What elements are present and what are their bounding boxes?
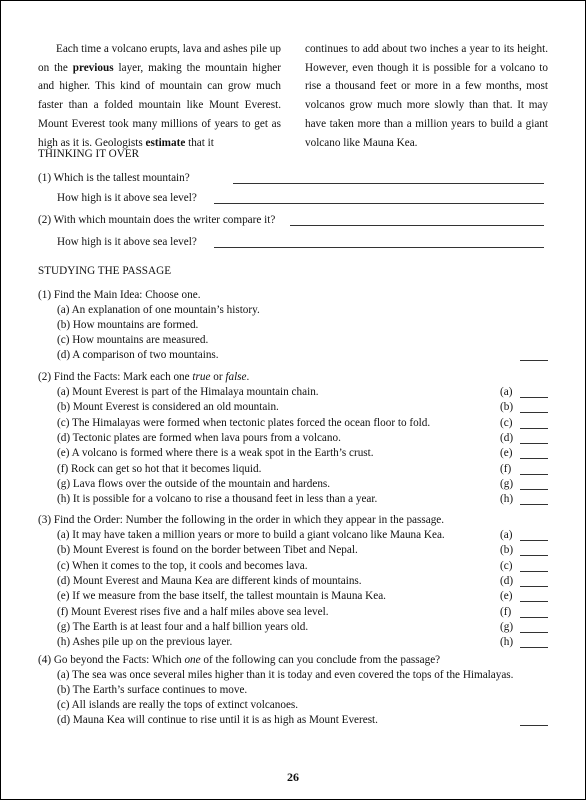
item-text: (e) If we measure from the base itself, the tallest mountain is Mauna Kea. <box>57 590 386 603</box>
answer-label: (e) <box>500 447 513 460</box>
item-text: (c) How mountains are measured. <box>57 334 209 346</box>
item-text: (b) Mount Everest is considered an old mountain. <box>57 401 279 414</box>
title-part: or <box>210 371 226 383</box>
answer-blank[interactable] <box>520 725 548 726</box>
answer-blank[interactable] <box>520 412 548 413</box>
section2-item <box>38 461 548 477</box>
answer-label: (a) <box>500 386 513 398</box>
answer-label: (g) <box>500 620 514 633</box>
answer-label: (b) <box>500 401 514 414</box>
thinking-q2 <box>38 212 548 228</box>
item-text: (c) When it comes to the top, it cools and becomes lava. <box>57 559 308 572</box>
item-text: (a) Mount Everest is part of the Himalaya mountain chain. <box>57 386 319 398</box>
answer-blank[interactable] <box>520 555 548 556</box>
item-text: (d) Mount Everest and Mauna Kea are different kinds of mountains. <box>57 574 362 587</box>
passage-text: layer, making the mountain higher and higher. This kind of mountain can grow much faster than a folded mountain like Mount Everest. Mount Everest took many millions of years to get as high as it is. Geologists <box>38 61 281 149</box>
answer-blank[interactable] <box>520 397 548 398</box>
item-text: (a) An explanation of one mountain’s history. <box>57 304 260 316</box>
passage-right-paragraph: continues to add about two inches a year to its height. However, even though it is possible for a volcano to rise a thousand feet or more in a few months, most volcanos grow much more slowly than that. It may have taken more than a million years to build a giant volcano like Mauna Kea. <box>305 43 548 149</box>
title-part: (4) Go beyond the Facts: Which <box>38 654 185 666</box>
section2-title <box>38 369 548 385</box>
answer-label: (a) <box>500 529 513 541</box>
item-text: (b) How mountains are formed. <box>57 319 199 331</box>
item-text: (d) Tectonic plates are formed when lava pours from a volcano. <box>57 431 341 444</box>
section4-item <box>38 667 548 683</box>
answer-label: (e) <box>500 590 513 603</box>
section4-title <box>38 652 548 668</box>
title-part: of the following can you conclude from the passage? <box>200 654 441 666</box>
passage-left-column <box>38 40 281 152</box>
item-text: (f) Mount Everest rises five and a half miles above sea level. <box>57 605 329 618</box>
thinking-q2b <box>38 234 548 250</box>
question-text: How high is it above sea level? <box>57 236 197 248</box>
section3-item <box>38 619 548 635</box>
section1-item <box>38 302 548 318</box>
answer-line[interactable] <box>290 225 544 226</box>
answer-blank[interactable] <box>520 540 548 541</box>
question-text: How high is it above sea level? <box>57 192 197 204</box>
item-text: (f) Rock can get so hot that it becomes liquid. <box>57 462 262 475</box>
answer-blank[interactable] <box>520 443 548 444</box>
answer-blank[interactable] <box>520 360 548 361</box>
item-text: (b) The Earth’s surface continues to move. <box>57 684 248 696</box>
studying-heading: STUDYING THE PASSAGE <box>38 265 172 277</box>
answer-label: (f) <box>500 605 512 618</box>
section2-item <box>38 430 548 446</box>
answer-label: (c) <box>500 559 513 572</box>
passage-right-column <box>305 40 548 152</box>
section3-item <box>38 558 548 574</box>
section4-item <box>38 682 548 698</box>
section3-title <box>38 512 548 528</box>
section2-item <box>38 491 548 507</box>
section3-item <box>38 588 548 604</box>
page-number: 26 <box>287 770 299 784</box>
question-text: (2) With which mountain does the writer compare it? <box>38 214 276 226</box>
item-text: (e) A volcano is formed where there is a weak spot in the Earth’s crust. <box>57 447 374 460</box>
answer-blank[interactable] <box>520 586 548 587</box>
answer-blank[interactable] <box>520 504 548 505</box>
passage-text: that it <box>185 136 214 149</box>
answer-label: (g) <box>500 477 514 490</box>
item-text: (c) The Himalayas were formed when tectonic plates forced the ocean floor to fold. <box>57 416 431 429</box>
item-text: (d) A comparison of two mountains. <box>57 349 219 361</box>
section2-item <box>38 415 548 431</box>
section1-item <box>38 332 548 348</box>
answer-label: (h) <box>500 493 514 506</box>
item-text: (a) It may have taken a million years or more to build a giant volcano like Mauna Kea. <box>57 529 445 541</box>
answer-label: (c) <box>500 416 513 429</box>
section1-item <box>38 317 548 333</box>
item-text: (b) Mount Everest is found on the border between Tibet and Nepal. <box>57 544 358 557</box>
answer-blank[interactable] <box>520 489 548 490</box>
vocab-previous: previous <box>72 61 114 74</box>
item-text: (h) Ashes pile up on the previous layer. <box>57 636 233 649</box>
passage-text: Each time a volcano erupts, lava and ashes pile up on the <box>38 43 281 74</box>
answer-line[interactable] <box>233 183 544 184</box>
section3-item <box>38 573 548 589</box>
item-text: (a) The sea was once several miles higher than it is today and even covered the tops of the Himalayas. <box>57 669 514 681</box>
section-title: (1) Find the Main Idea: Choose one. <box>38 289 201 301</box>
answer-label: (f) <box>500 462 512 475</box>
title-part: false <box>225 371 247 383</box>
answer-blank[interactable] <box>520 428 548 429</box>
answer-label: (d) <box>500 574 514 587</box>
question-text: (1) Which is the tallest mountain? <box>38 172 190 184</box>
item-text: (h) It is possible for a volcano to rise a thousand feet in less than a year. <box>57 493 378 506</box>
vocab-estimate: estimate <box>145 136 186 149</box>
section2-item <box>38 384 548 400</box>
section2-item <box>38 476 548 492</box>
answer-line[interactable] <box>214 203 544 204</box>
section3-item <box>38 604 548 620</box>
passage-left-paragraph <box>38 40 281 152</box>
section-title <box>38 652 440 668</box>
item-text: (g) The Earth is at least four and a half billion years old. <box>57 620 309 633</box>
thinking-heading: THINKING IT OVER <box>38 148 140 160</box>
section3-item <box>38 527 548 543</box>
answer-label: (b) <box>500 544 514 557</box>
answer-line[interactable] <box>214 247 544 248</box>
section-title: (3) Find the Order: Number the following in the order in which they appear in the passage. <box>38 514 445 526</box>
answer-blank[interactable] <box>520 632 548 633</box>
answer-blank[interactable] <box>520 474 548 475</box>
answer-blank[interactable] <box>520 647 548 648</box>
title-part: . <box>246 371 250 383</box>
section2-item <box>38 399 548 415</box>
section1-title <box>38 287 548 303</box>
section4-item <box>38 697 548 713</box>
section3-item <box>38 634 548 650</box>
section4-item <box>38 712 548 728</box>
section2-item <box>38 445 548 461</box>
passage <box>38 40 548 152</box>
answer-blank[interactable] <box>520 617 548 618</box>
thinking-q1 <box>38 170 548 186</box>
item-text: (g) Lava flows over the outside of the mountain and hardens. <box>57 477 331 490</box>
thinking-q1b <box>38 190 548 206</box>
section1-item <box>38 347 548 363</box>
section-title <box>38 369 249 385</box>
answer-label: (h) <box>500 636 514 649</box>
answer-blank[interactable] <box>520 571 548 572</box>
title-part: (2) Find the Facts: Mark each one <box>38 371 193 383</box>
section3-item <box>38 542 548 558</box>
item-text: (c) All islands are really the tops of extinct volcanoes. <box>57 699 299 711</box>
item-text: (d) Mauna Kea will continue to rise until it is as high as Mount Everest. <box>57 714 378 726</box>
answer-blank[interactable] <box>520 601 548 602</box>
answer-label: (d) <box>500 431 514 444</box>
title-part: one <box>184 654 201 666</box>
title-part: true <box>192 371 211 383</box>
answer-blank[interactable] <box>520 458 548 459</box>
